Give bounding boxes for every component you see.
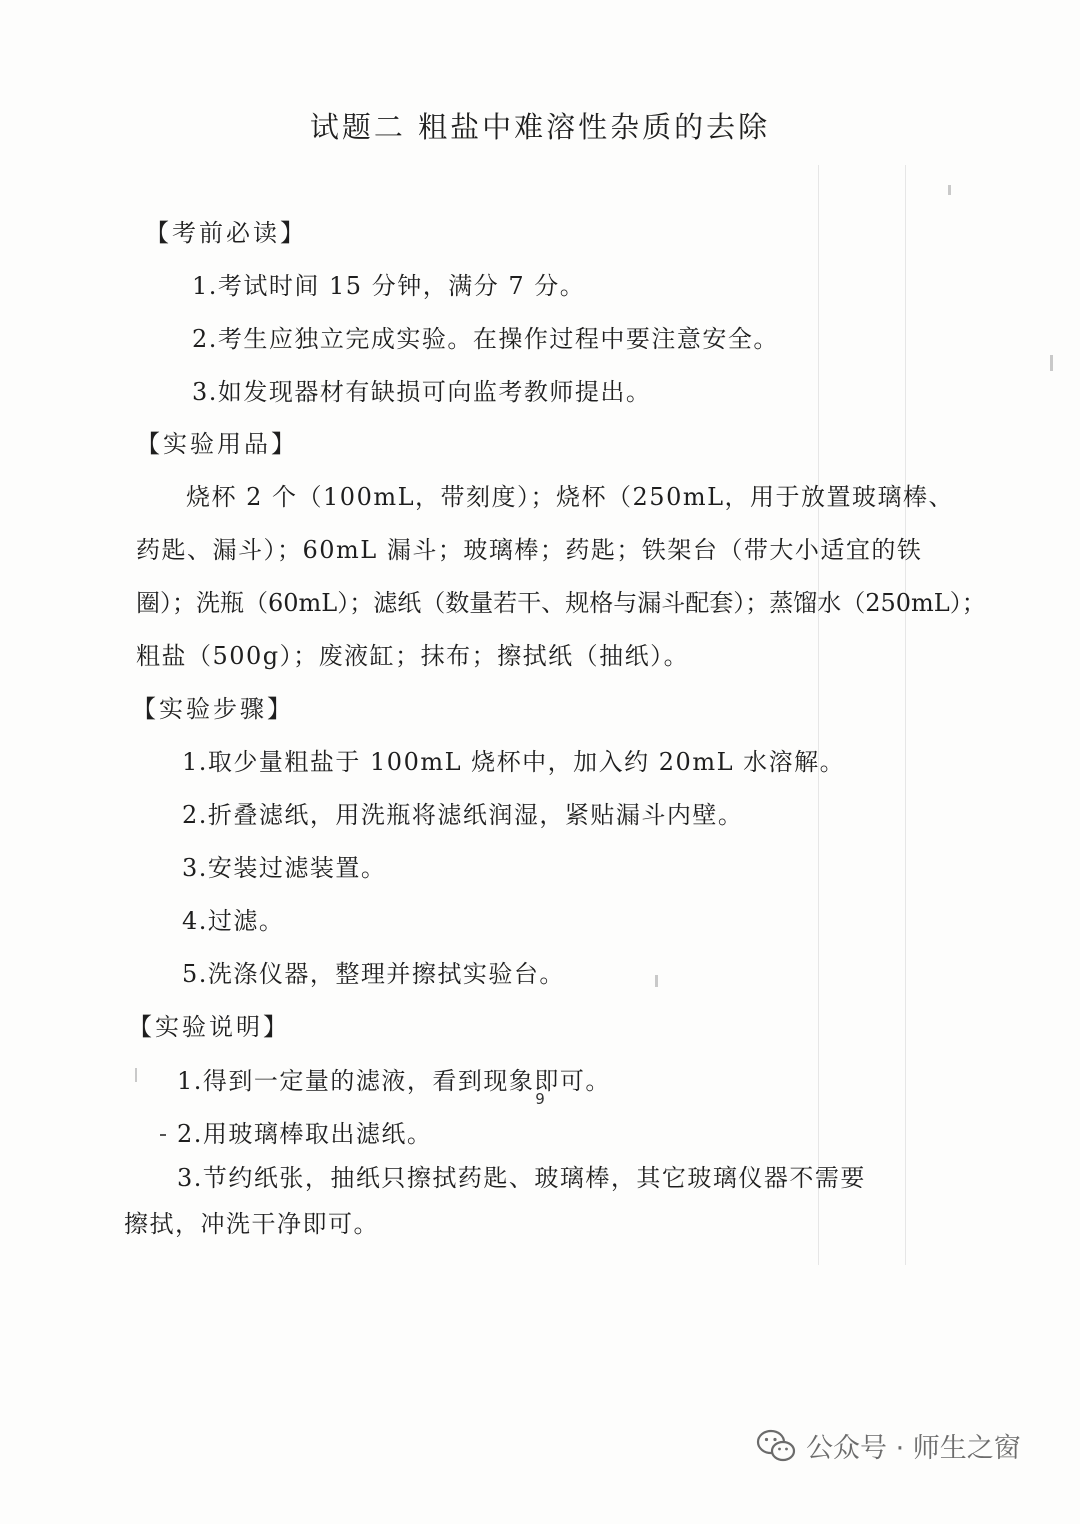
section-heading-steps: 【实验步骤】 xyxy=(132,695,294,723)
section-heading-pre-read: 【考前必读】 xyxy=(145,219,307,247)
list-item: 1.考试时间 15 分钟，满分 7 分。 xyxy=(192,272,586,300)
scan-mark xyxy=(655,975,658,987)
list-item: 3.如发现器材有缺损可向监考教师提出。 xyxy=(192,378,652,406)
watermark-text: 公众号 · 师生之窗 xyxy=(806,1433,1021,1464)
watermark xyxy=(756,1426,1021,1465)
section-heading-notes: 【实验说明】 xyxy=(128,1013,290,1041)
scan-mark xyxy=(948,185,951,195)
paragraph-line: 圈）；洗瓶（60mL）；滤纸（数量若干、规格与漏斗配套）；蒸馏水（250mL）； xyxy=(136,589,986,617)
list-item: 3.节约纸张，抽纸只擦拭药匙、玻璃棒，其它玻璃仪器不需要 xyxy=(177,1164,866,1192)
paragraph-line: 药匙、漏斗）；60mL 漏斗；玻璃棒；药匙；铁架台（带大小适宜的铁 xyxy=(136,536,923,564)
list-item: 4.过滤。 xyxy=(182,907,285,935)
page-number: 9 xyxy=(535,1090,545,1108)
list-item: 5.洗涤仪器，整理并擦拭实验台。 xyxy=(182,960,565,988)
list-item: 2.用玻璃棒取出滤纸。 xyxy=(177,1120,433,1148)
section-heading-materials: 【实验用品】 xyxy=(136,430,298,458)
list-item: 3.安装过滤装置。 xyxy=(182,854,387,882)
page-title: 试题二 粗盐中难溶性杂质的去除 xyxy=(309,110,771,144)
scan-mark xyxy=(160,1134,166,1136)
list-item: 2.考生应独立完成实验。在操作过程中要注意安全。 xyxy=(192,325,779,353)
wechat-icon xyxy=(756,1429,796,1463)
list-item: 擦拭，冲洗干净即可。 xyxy=(124,1210,379,1238)
paragraph-line: 粗盐（500g）；废液缸；抹布；擦拭纸（抽纸）。 xyxy=(136,642,690,670)
list-item: 1.取少量粗盐于 100mL 烧杯中，加入约 20mL 水溶解。 xyxy=(182,748,846,776)
list-item: 1.得到一定量的滤液，看到现象即可。 xyxy=(177,1067,611,1095)
paragraph-line: 烧杯 2 个（100mL，带刻度）；烧杯（250mL，用于放置玻璃棒、 xyxy=(186,483,955,511)
list-item: 2.折叠滤纸，用洗瓶将滤纸润湿，紧贴漏斗内壁。 xyxy=(182,801,744,829)
scan-mark xyxy=(1050,355,1053,371)
scan-mark xyxy=(135,1068,137,1082)
